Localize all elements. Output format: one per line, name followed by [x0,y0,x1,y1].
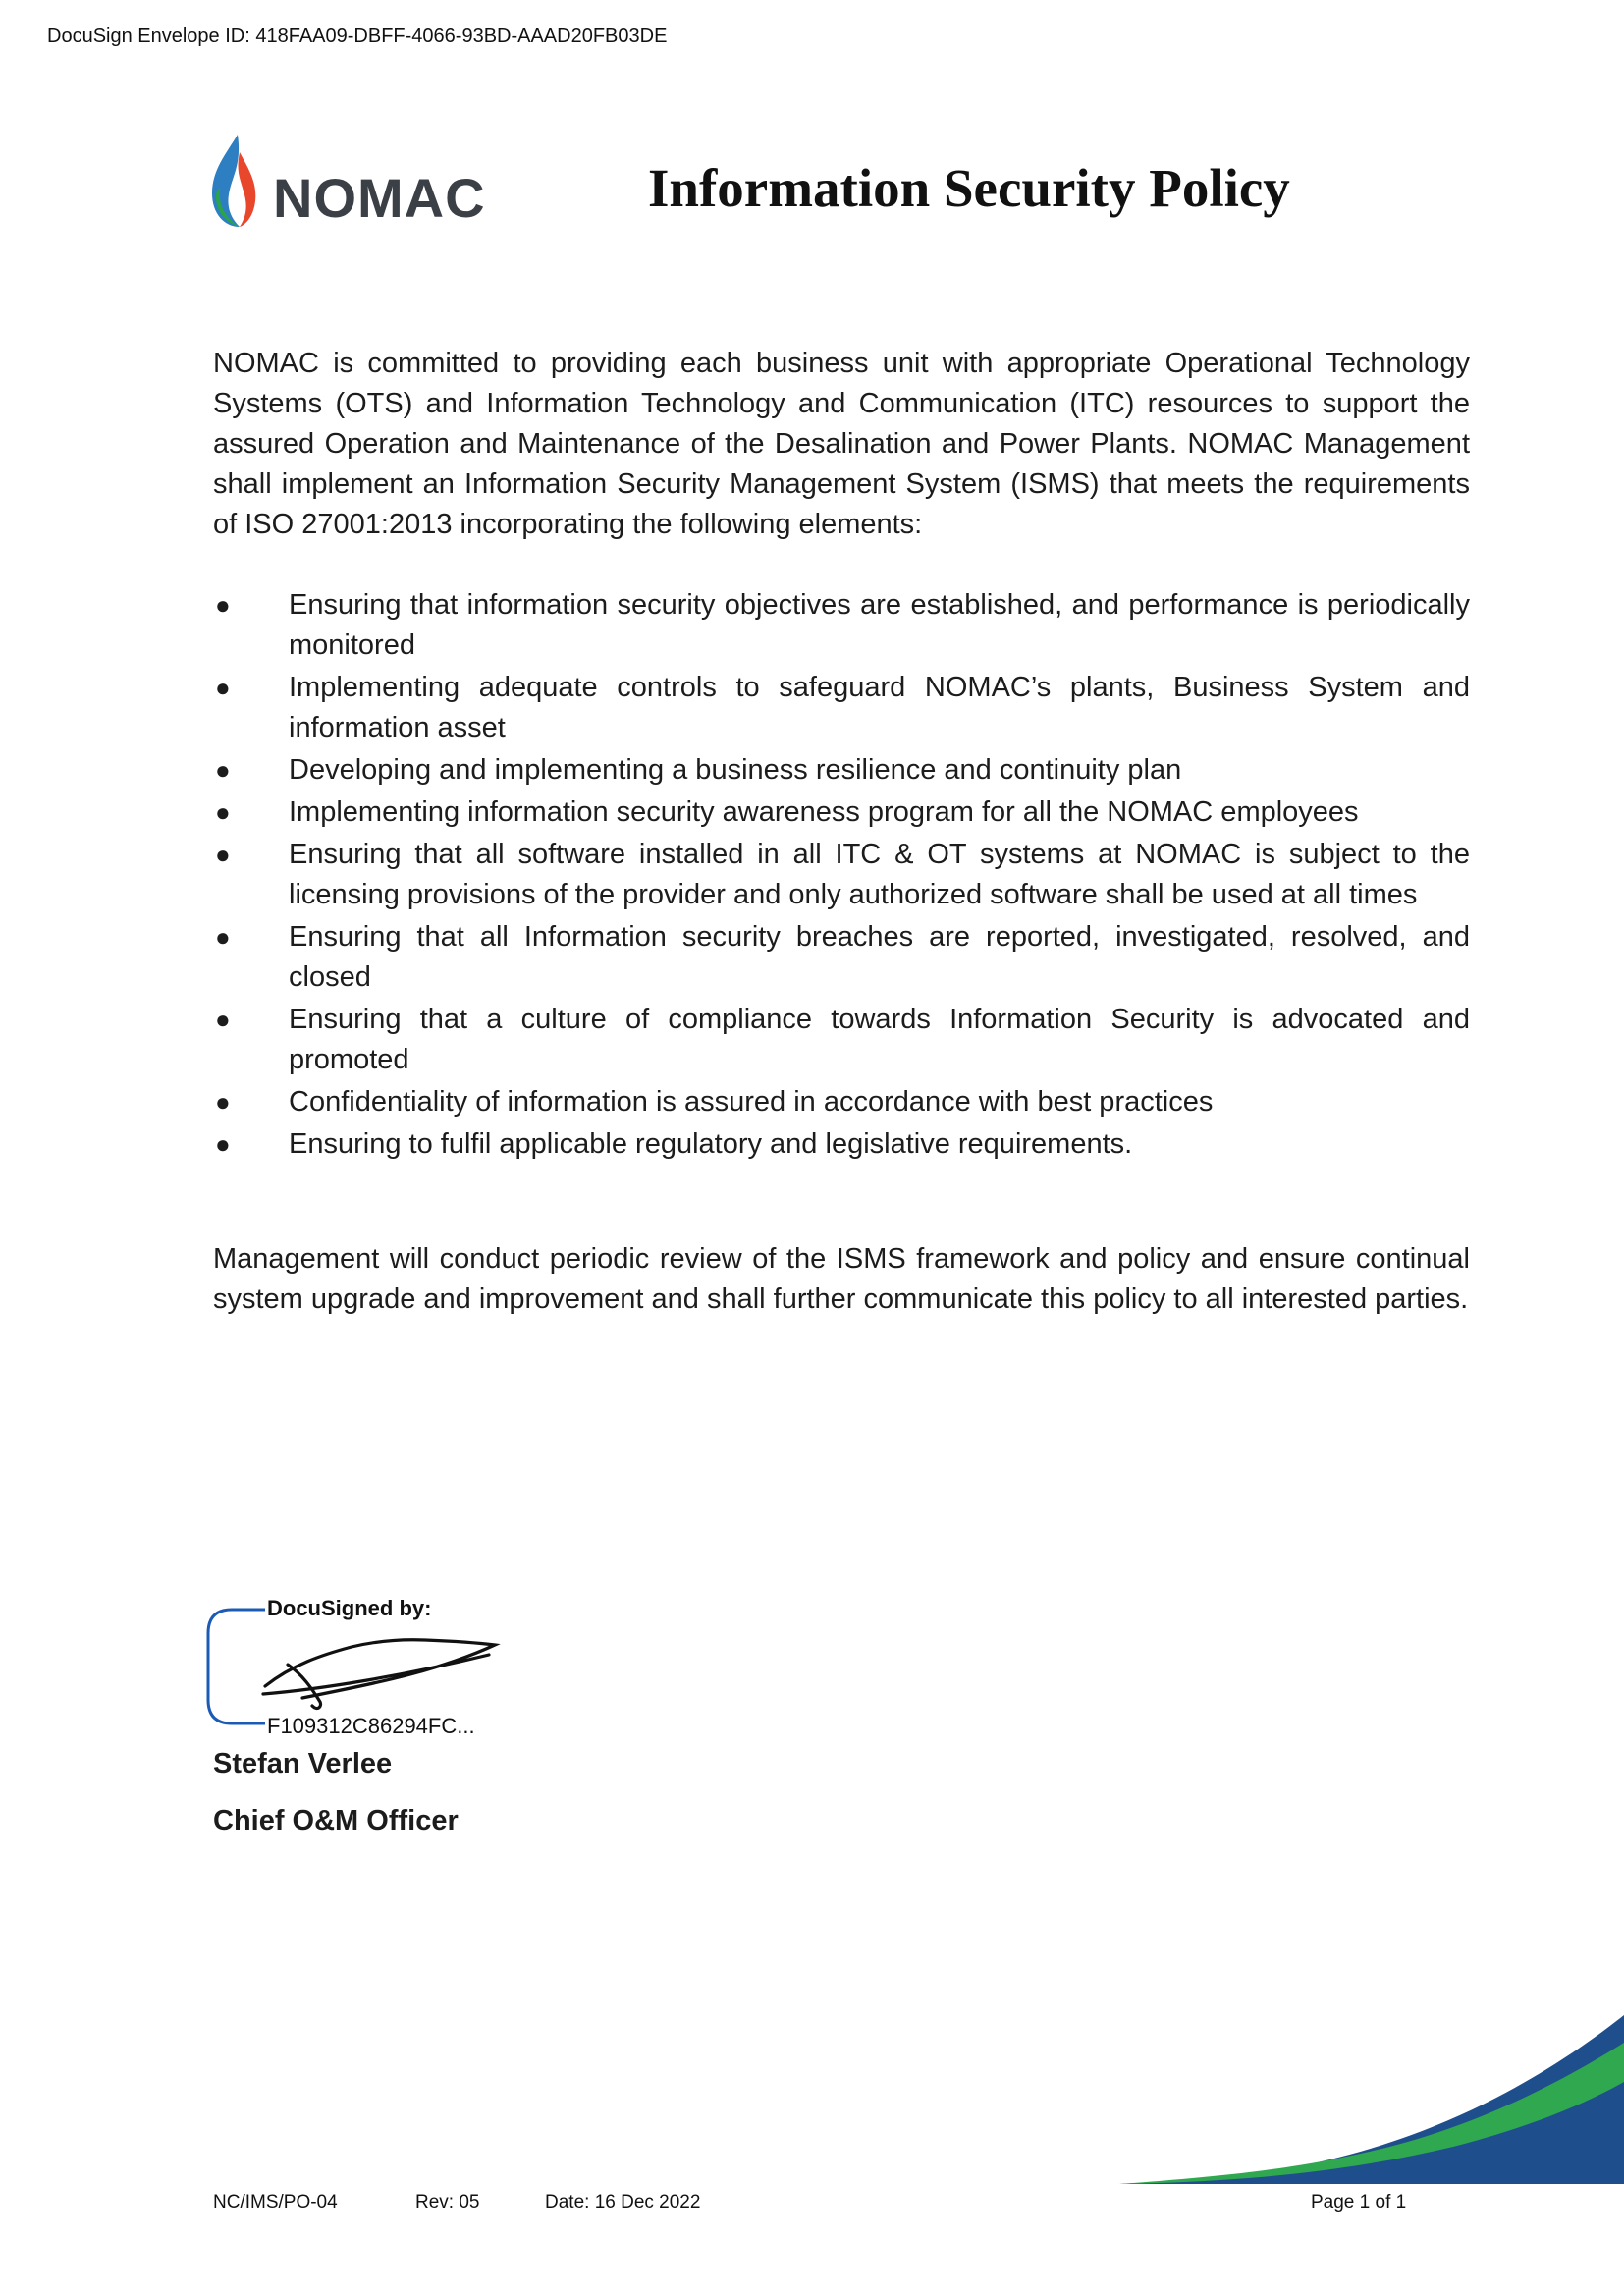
docusign-signature-block [204,1596,518,1743]
nomac-logo [206,133,491,241]
list-item [213,1124,1470,1165]
docusigned-by-label: DocuSigned by: [267,1596,432,1620]
bullet-icon: ● [215,590,231,620]
elements-list [213,585,1470,1167]
docusign-envelope-id: DocuSign Envelope ID: 418FAA09-DBFF-4066-93BD-AAAD20FB03DE [47,26,668,47]
signature-id: F109312C86294FC... [267,1714,475,1738]
list-item-text: Confidentiality of information is assured in accordance with best practices [289,1086,1214,1118]
list-item [213,1000,1470,1080]
footer-swoosh [1100,2013,1624,2190]
footer-page-number: Page 1 of 1 [1311,2192,1407,2213]
signer-name: Stefan Verlee [213,1748,393,1779]
list-item [213,835,1470,915]
list-item [213,585,1470,666]
bullet-icon: ● [215,1129,231,1159]
logo-wordmark: NOMAC [273,167,486,229]
footer-doc-code: NC/IMS/PO-04 [213,2192,338,2213]
bullet-icon: ● [215,840,231,869]
footer-date: Date: 16 Dec 2022 [545,2192,701,2213]
signer-title: Chief O&M Officer [213,1805,459,1836]
list-item [213,1082,1470,1122]
nomac-flame-icon [206,133,265,231]
list-item [213,793,1470,833]
intro-paragraph: NOMAC is committed to providing each business unit with appropriate Operational Technology Systems (OTS) and Information Technology and Communication (ITC) resources to support the assured Operation and Maintenance of the Desalination and Power Plants. NOMAC Management shall implement an Information Security Management System (ISMS) that meets the requirements of ISO 27001:2013 incorporating the following elements: [213,348,1470,540]
bullet-icon: ● [215,673,231,702]
list-item-text: Developing and implementing a business resilience and continuity plan [289,754,1182,786]
bullet-icon: ● [215,797,231,827]
footer-revision: Rev: 05 [415,2192,480,2213]
list-item-text: Ensuring that a culture of compliance towards Information Security is advocated and promoted [289,1004,1470,1075]
list-item-text: Implementing information security awareness program for all the NOMAC employees [289,796,1359,828]
list-item-text: Ensuring that all software installed in all ITC & OT systems at NOMAC is subject to the licensing provisions of the provider and only authorized software shall be used at all times [289,839,1470,910]
page-title: Information Security Policy [648,158,1290,218]
list-item [213,668,1470,748]
bullet-icon: ● [215,1087,231,1117]
bullet-icon: ● [215,1005,231,1034]
list-item-text: Ensuring that information security objectives are established, and performance is periodically monitored [289,589,1470,661]
list-item [213,917,1470,998]
list-item-text: Implementing adequate controls to safeguard NOMAC’s plants, Business System and information asset [289,672,1470,743]
list-item-text: Ensuring that all Information security breaches are reported, investigated, resolved, and closed [289,921,1470,993]
bullet-icon: ● [215,755,231,785]
closing-paragraph: Management will conduct periodic review of the ISMS framework and policy and ensure continual system upgrade and improvement and shall further communicate this policy to all interested parties. [213,1243,1470,1315]
handwritten-signature [263,1640,495,1709]
bullet-icon: ● [215,922,231,952]
list-item-text: Ensuring to fulfil applicable regulatory and legislative requirements. [289,1128,1133,1160]
list-item [213,750,1470,791]
